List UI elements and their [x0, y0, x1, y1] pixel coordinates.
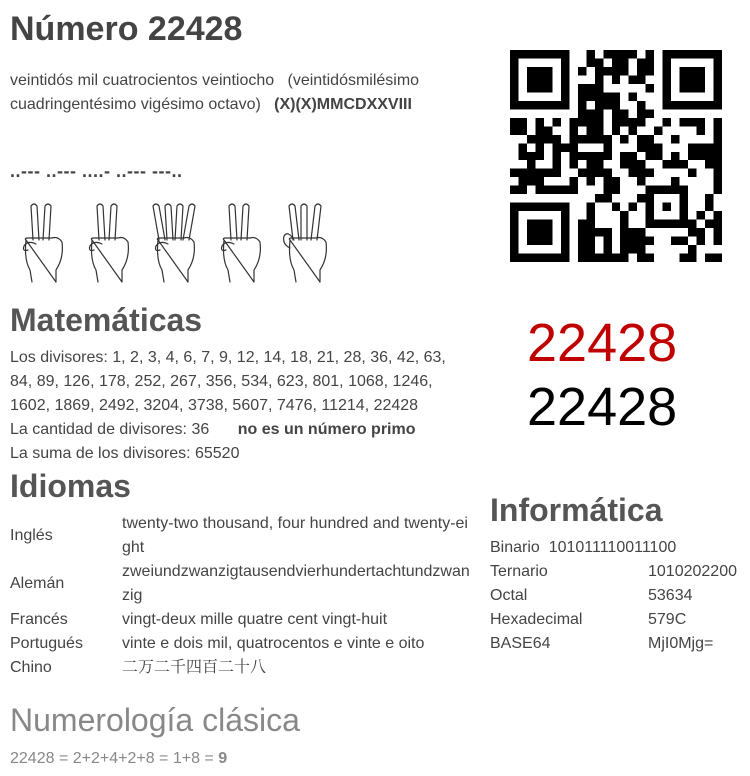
math-title: Matemáticas — [10, 302, 203, 338]
languages-table — [10, 512, 472, 680]
binary-value: 101011110011100 — [548, 539, 677, 556]
conversion-value: 1010202200 — [648, 563, 737, 580]
divisor-count-line — [10, 418, 480, 442]
language-name: Portugués — [10, 635, 83, 652]
page-title: Número 22428 — [10, 10, 243, 48]
language-text: vinte e dois mil, quatrocentos e vinte e oito — [122, 635, 425, 652]
conversion-value: MjI0Mjg= — [648, 635, 714, 652]
conversion-label: Hexadecimal — [490, 611, 583, 628]
informatics-title: Informática — [490, 492, 663, 528]
conversion-row — [490, 632, 737, 656]
divisor-sum: La suma de los divisores: 65520 — [10, 445, 240, 462]
number-words — [10, 69, 475, 117]
hand-8-icon — [284, 204, 327, 282]
language-name: Chino — [10, 659, 52, 676]
roman-numeral: (X)(X)MMCDXXVIII — [274, 96, 412, 113]
conversion-row — [490, 560, 737, 584]
language-text: 二万二千四百二十八 — [122, 659, 267, 676]
language-row — [10, 560, 472, 608]
language-row — [10, 608, 472, 632]
numerology-title: Numerología clásica — [10, 702, 300, 738]
number-display-red: 22428 — [527, 313, 678, 373]
conversion-label: Octal — [490, 587, 528, 604]
conversion-value: 579C — [648, 611, 687, 628]
hand-signs-svg — [18, 200, 338, 284]
languages-title: Idiomas — [10, 468, 131, 504]
divisors-list: Los divisores: 1, 2, 3, 4, 6, 7, 9, 12, 14, 18, 21, 28, 36, 42, 63, 84, 89, 126, 178, 252, 267, 356, 534, 623, 801, 1068, 1246, 1602, 1869, 2492, 3204, 3738, 5607, 7476, 11214, 22428 — [10, 349, 446, 414]
language-row — [10, 512, 472, 560]
language-row — [10, 632, 472, 656]
numerology-equation-line — [10, 750, 227, 768]
conversion-row — [490, 608, 737, 632]
qr-code — [510, 50, 722, 262]
language-text: zweiundzwanzigtausendvierhundertachtundzwanzig — [122, 563, 470, 604]
conversion-label: Ternario — [490, 563, 548, 580]
language-text: twenty-two thousand, four hundred and twenty-eight — [122, 515, 468, 556]
language-name: Francés — [10, 611, 68, 628]
numerology-equation: 22428 = 2+2+4+2+8 = 1+8 = — [10, 750, 214, 767]
spanish-words: veintidós mil cuatrocientos veintiocho — [10, 72, 275, 89]
hand-signs — [18, 200, 338, 284]
morse-code: ..--- ..--- ....- ..--- ---.. — [10, 161, 183, 181]
divisor-count: La cantidad de divisores: 36 — [10, 421, 210, 438]
hand-2-icon — [24, 204, 63, 282]
hand-2-icon — [90, 204, 129, 282]
hand-4-icon — [153, 204, 195, 282]
language-name: Inglés — [10, 527, 53, 544]
numerology-result: 9 — [218, 750, 228, 767]
language-text: vingt-deux mille quatre cent vingt-huit — [122, 611, 388, 628]
qr-code-svg — [510, 50, 722, 262]
prime-status: no es un número primo — [237, 421, 416, 438]
conversion-row — [490, 584, 737, 608]
base-conversions-table — [490, 560, 737, 656]
hand-2-icon — [222, 204, 261, 282]
binary-label: Binario — [490, 539, 540, 556]
language-name: Alemán — [10, 575, 65, 592]
ordinal-words: (veintidósmilésimo cuadringentésimo vigésimo octavo) — [10, 72, 420, 113]
binary-row — [490, 536, 676, 560]
language-row — [10, 656, 472, 680]
conversion-value: 53634 — [648, 587, 693, 604]
conversion-label: BASE64 — [490, 635, 551, 652]
number-display-black: 22428 — [527, 377, 678, 437]
